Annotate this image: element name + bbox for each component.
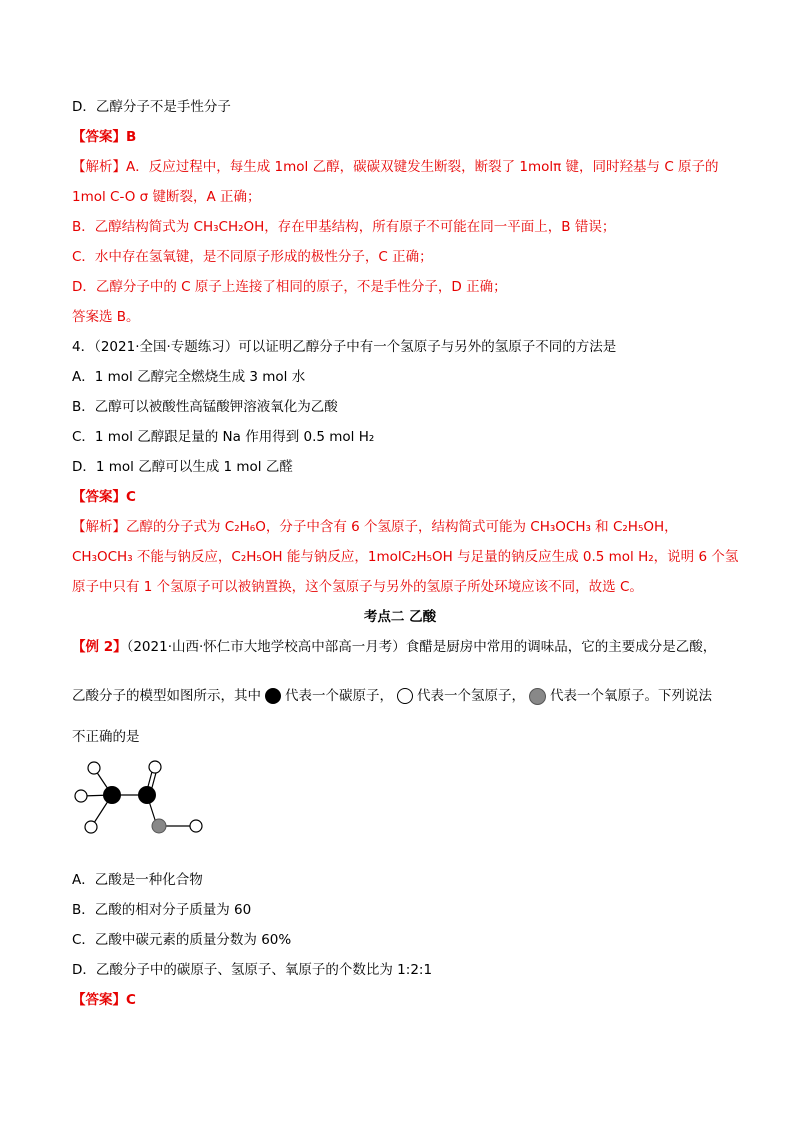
oxygen-atom — [152, 819, 166, 833]
q3-option-d: D．乙醇分子不是手性分子 — [72, 99, 231, 115]
q4-analysis-line-1: 【解析】乙醇的分子式为 C₂H₆O，分子中含有 6 个氢原子，结构简式可能为 CH₃OCH₃ 和 C₂H₅OH， — [72, 519, 678, 535]
q4-option-b: B．乙醇可以被酸性高锰酸钾溶液氧化为乙酸 — [72, 399, 338, 415]
stem-text-b: 代表一个碳原子， — [285, 688, 393, 704]
example-2-option-a: A．乙酸是一种化合物 — [72, 872, 203, 888]
q3-analysis-line-2: 1mol C-O σ 键断裂，A 正确； — [72, 189, 261, 205]
stem-text-a: 乙酸分子的模型如图所示，其中 — [72, 688, 261, 704]
q4-stem: 4．（2021·全国·专题练习）可以证明乙醇分子中有一个氢原子与另外的氢原子不同的方法是 — [72, 339, 617, 355]
q3-analysis-line-3: B．乙醇结构简式为 CH₃CH₂OH，存在甲基结构，所有原子不可能在同一平面上，B 错误； — [72, 219, 616, 235]
q4-option-a: A．1 mol 乙醇完全燃烧生成 3 mol 水 — [72, 369, 306, 385]
q3-analysis-line-4: C．水中存在氢氧键，是不同原子形成的极性分子，C 正确； — [72, 249, 433, 265]
example-source-and-stem: （2021·山西·怀仁市大地学校高中部高一月考）食醋是厨房中常用的调味品，它的主要成分是乙酸， — [126, 639, 717, 655]
hydrogen-atom — [88, 762, 100, 774]
carbon-atom-icon — [265, 688, 281, 704]
q4-option-d: D．1 mol 乙醇可以生成 1 mol 乙醛 — [72, 459, 293, 475]
example-label: 【例 2】 — [72, 639, 127, 655]
example-2-answer: 【答案】C — [72, 992, 136, 1008]
q3-answer: 【答案】B — [72, 129, 137, 145]
stem-text-d: 代表一个氧原子。下列说法 — [550, 688, 712, 704]
example-2-stem-line-2 — [72, 686, 712, 706]
hydrogen-atom — [75, 790, 87, 802]
q4-analysis-line-2: CH₃OCH₃ 不能与钠反应，C₂H₅OH 能与钠反应，1molC₂H₅OH 与足量的钠反应生成 0.5 mol H₂，说明 6 个氢 — [72, 549, 739, 565]
section-title: 考点二 乙酸 — [363, 609, 437, 625]
q3-analysis-line-5: D．乙醇分子中的 C 原子上连接了相同的原子，不是手性分子，D 正确； — [72, 279, 507, 295]
q3-conclusion: 答案选 B。 — [72, 309, 140, 325]
q4-answer: 【答案】C — [72, 489, 136, 505]
q3-analysis-line-1: 【解析】A．反应过程中，每生成 1mol 乙醇，碳碳双键发生断裂，断裂了 1molπ 键，同时羟基与 C 原子的 — [72, 159, 719, 175]
example-2-option-d: D．乙酸分子中的碳原子、氢原子、氧原子的个数比为 1:2:1 — [72, 962, 433, 978]
example-2-stem-line-3: 不正确的是 — [72, 729, 140, 745]
oxygen-atom-icon — [529, 688, 546, 705]
hydrogen-atom — [190, 820, 202, 832]
example-2-option-c: C．乙酸中碳元素的质量分数为 60% — [72, 932, 292, 948]
q4-analysis-line-3: 原子中只有 1 个氢原子可以被钠置换，这个氢原子与另外的氢原子所处环境应该不同，故选 C。 — [72, 579, 643, 595]
hydrogen-atom-icon — [397, 688, 413, 704]
stem-text-c: 代表一个氢原子， — [417, 688, 525, 704]
carbon-atom — [138, 786, 156, 804]
carbon-atom — [103, 786, 121, 804]
q4-option-c: C．1 mol 乙醇跟足量的 Na 作用得到 0.5 mol H₂ — [72, 429, 375, 445]
acetic-acid-molecule-model — [70, 758, 210, 838]
example-2-option-b: B．乙酸的相对分子质量为 60 — [72, 902, 252, 918]
example-2-stem-line-1 — [72, 637, 716, 657]
oxygen-atom-double-bond — [149, 761, 161, 773]
hydrogen-atom — [85, 821, 97, 833]
